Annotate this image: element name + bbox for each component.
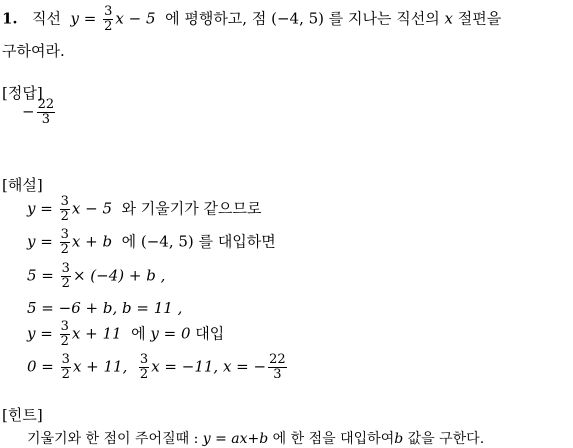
solution-fraction: $\frac{3}{2}$	[139, 352, 149, 382]
solution-line-3: 5 = $\frac{3}{2}$ × (−4) + b ,	[27, 261, 166, 291]
answer-value	[22, 98, 57, 127]
problem-point: (−4, 5)	[271, 9, 325, 28]
problem-line-2: 구하여라.	[2, 42, 65, 60]
problem-eq-eq: =	[83, 9, 97, 28]
problem-fraction: $\frac{3}{2}$	[104, 4, 113, 34]
hint-label: [힌트]	[2, 406, 43, 424]
answer-sign: −	[22, 102, 35, 121]
solution-line-1: y = $\frac{3}{2}$ x − 5 와 기울기가 같으므로	[27, 194, 262, 224]
problem-number: 1.	[2, 9, 18, 28]
solution-line-5: y = $\frac{3}{2}$ x + 11 에 y = 0 대입	[27, 319, 225, 349]
answer-fraction: $\frac{22}{3}$	[37, 97, 55, 127]
problem-line-1	[2, 5, 501, 34]
solution-line-2: y = $\frac{3}{2}$ x + b 에 (−4, 5) 를 대입하면	[27, 227, 276, 257]
problem-eq-rest: x − 5	[115, 9, 156, 28]
solution-fraction: $\frac{3}{2}$	[60, 194, 69, 224]
problem-text-d: 절편을	[457, 9, 502, 28]
solution-fraction: $\frac{3}{2}$	[60, 227, 69, 257]
solution-line-6: 0 = $\frac{3}{2}$ x + 11, $\frac{3}{2}$ x = −11, x = − $\frac{22}{3}$	[27, 352, 286, 382]
answer-label: [정답]	[2, 84, 43, 102]
solution-fraction: $\frac{3}{2}$	[61, 352, 70, 382]
problem-text-c: 를 지나는 직선의	[328, 9, 440, 28]
problem-var-x: x	[444, 9, 454, 28]
solution-fraction: $\frac{3}{2}$	[61, 261, 70, 291]
solution-fraction: $\frac{22}{3}$	[269, 352, 286, 382]
problem-text-b: 에 평행하고, 점	[165, 9, 267, 28]
solution-fraction: $\frac{3}{2}$	[60, 319, 69, 349]
problem-eq-y: y	[70, 9, 79, 28]
hint-text: 기울기와 한 점이 주어질때 : y = ax+b 에 한 점을 대입하여b 값을 구한다.	[27, 431, 485, 447]
problem-text-a: 직선	[31, 9, 61, 28]
solution-label: [해설]	[2, 176, 43, 194]
solution-line-4: 5 = −6 + b, b = 11 ,	[27, 299, 183, 317]
